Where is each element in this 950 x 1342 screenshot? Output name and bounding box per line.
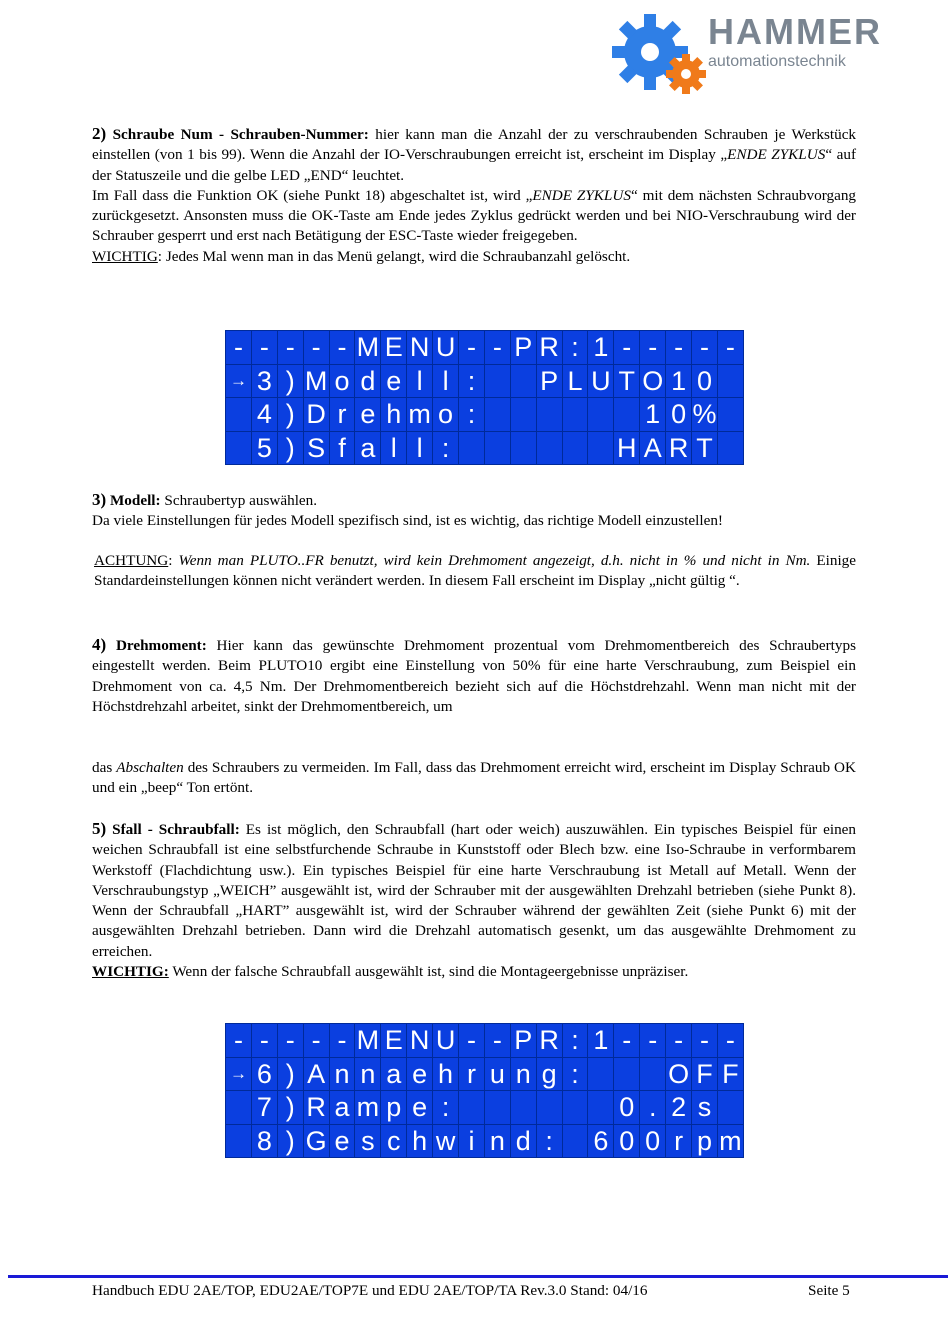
lcd-char-cell: m: [719, 1126, 742, 1157]
lcd-char-cell: [226, 1091, 252, 1125]
lcd-char-cell: -: [717, 331, 743, 365]
lcd-char-cell: h: [433, 1057, 459, 1091]
lcd-char-cell: 2: [666, 1091, 692, 1125]
section-title: Sfall - Schraubfall:: [112, 821, 240, 838]
lcd-char-cell: l: [407, 431, 433, 465]
lcd-char-cell: ): [277, 1091, 303, 1125]
lcd-char-cell: d: [355, 364, 381, 398]
lcd-char-cell: N: [407, 1024, 433, 1058]
lcd-char-cell: F: [692, 1057, 718, 1091]
lcd-char-cell: :: [562, 331, 588, 365]
lcd-char-cell: 1: [640, 398, 666, 432]
lcd-char-cell: w: [433, 1124, 459, 1158]
lcd-char-cell: [536, 398, 562, 432]
lcd-char-cell: 0: [692, 364, 718, 398]
lcd-char-cell: [562, 398, 588, 432]
important-text: Wenn der falsche Schraubfall ausgewählt ist, sind die Montageergebnisse unpräziser.: [168, 963, 689, 981]
lcd-char-cell: 6: [251, 1057, 277, 1091]
lcd-char-cell: -: [666, 331, 692, 365]
lcd-display-menu-1: [225, 330, 744, 465]
section-2: [92, 124, 856, 267]
lcd-char-cell: e: [329, 1124, 355, 1158]
lcd-char-cell: 6: [588, 1124, 614, 1158]
lcd-char-cell: -: [640, 331, 666, 365]
lcd-char-cell: :: [433, 431, 459, 465]
lcd-char-cell: n: [355, 1057, 381, 1091]
lcd-row: [226, 431, 744, 465]
lcd-char-cell: R: [536, 331, 562, 365]
lcd-char-cell: T: [692, 431, 718, 465]
section-text: Schraubertyp auswählen.: [164, 492, 318, 509]
lcd-char-cell: T: [614, 364, 640, 398]
lcd-char-cell: -: [692, 1024, 718, 1058]
section-title: Modell:: [109, 492, 161, 509]
lcd-char-cell: P: [510, 331, 536, 365]
section-title: Drehmoment:: [115, 637, 207, 654]
lcd-char-cell: U: [588, 364, 614, 398]
lcd-char-cell: S: [303, 431, 329, 465]
section-text: Es ist möglich, den Schraubfall (hart oder weich) auszuwählen. Ein typisches Beispiel für einen weichen Schraubfall ist eine selbstfurchende Schraube in Kunststoff oder Blech bzw. eine Iso-Schraube in verformbarem Werkstoff (Flachdichtung usw.). Ein typisches Beispiel für eine harte Verschraubung ist Metall auf Metall. Wenn der Verschraubungstyp „WEICH” ausgewählt ist, wird der Schrauber mit der ausgewählten Drehzahl betrieben (siehe Punkt 8). Wenn der Schraubfall „HART” ausgewählt ist, wird der Schrauber während der gewählten Zeit (siehe Punkt 6) mit der ausgewählten Drehzahl betrieben. Dann wird die Drehzahl automatisch gesenkt, um das ausgewählte Drehmoment zu erreichen.: [92, 821, 856, 960]
lcd-char-cell: n: [329, 1057, 355, 1091]
lcd-char-cell: [588, 398, 614, 432]
lcd-char-cell: 0: [640, 1124, 666, 1158]
section-text: hier kann man die Anzahl der zu verschraubenden Schrauben je Werkstück einstellen (von 1 bis 99). Wenn die Anzahl der IO-Verschraubungen erreicht ist, erscheint im Display „: [92, 126, 857, 164]
section-number: 4): [92, 635, 107, 654]
italic-term: Abschalten: [116, 759, 184, 776]
lcd-char-cell: D: [303, 398, 329, 432]
lcd-char-cell: [614, 398, 640, 432]
lcd-char-cell: m: [408, 399, 431, 430]
lcd-char-cell: 4: [251, 398, 277, 432]
lcd-char-cell: h: [407, 1124, 433, 1158]
section-4: [92, 635, 856, 717]
lcd-cursor-arrow-icon: →: [226, 1057, 252, 1091]
lcd-char-cell: 1: [588, 1024, 614, 1058]
lcd-char-cell: [510, 431, 536, 465]
lcd-char-cell: :: [562, 1024, 588, 1058]
important-label: WICHTIG:: [92, 963, 169, 981]
section-number: 2): [92, 124, 107, 143]
lcd-char-cell: [562, 1091, 588, 1125]
footer-manual-title: Handbuch EDU 2AE/TOP, EDU2AE/TOP7E und EDU 2AE/TOP/TA Rev.3.0 Stand: 04/16: [92, 1282, 648, 1299]
lcd-char-cell: r: [329, 398, 355, 432]
lcd-char-cell: [717, 1091, 743, 1125]
section-text: Da viele Einstellungen für jedes Modell spezifisch sind, ist es wichtig, das richtige Modell einzustellen!: [92, 512, 723, 530]
lcd-char-cell: [459, 1091, 485, 1125]
lcd-char-cell: [226, 1124, 252, 1158]
footer-page-number: Seite 5: [808, 1282, 850, 1299]
lcd-char-cell: a: [355, 431, 381, 465]
lcd-char-cell: :: [536, 1124, 562, 1158]
lcd-char-cell: H: [614, 431, 640, 465]
lcd-row: [226, 364, 744, 398]
lcd-char-cell: ): [277, 1057, 303, 1091]
lcd-char-cell: [510, 364, 536, 398]
lcd-char-cell: [459, 431, 485, 465]
lcd-char-cell: o: [329, 364, 355, 398]
lcd-char-cell: -: [277, 1024, 303, 1058]
lcd-char-cell: e: [407, 1091, 433, 1125]
lcd-char-cell: 0: [614, 1124, 640, 1158]
lcd-char-cell: m: [356, 1092, 380, 1123]
section-4-continued: [92, 758, 856, 799]
attention-label: ACHTUNG: [94, 551, 169, 569]
lcd-char-cell: [588, 1091, 614, 1125]
lcd-char-cell: e: [407, 1057, 433, 1091]
lcd-char-cell: -: [303, 1024, 329, 1058]
lcd-char-cell: [536, 1091, 562, 1125]
lcd-char-cell: P: [510, 1024, 536, 1058]
lcd-char-cell: R: [666, 431, 692, 465]
section-text: Im Fall dass die Funktion OK (siehe Punkt 18) abgeschaltet ist, wird „: [92, 186, 533, 204]
lcd-char-cell: -: [692, 331, 718, 365]
lcd-char-cell: [588, 431, 614, 465]
lcd-char-cell: e: [381, 364, 407, 398]
lcd-char-cell: d: [510, 1124, 536, 1158]
lcd-char-cell: O: [640, 364, 666, 398]
lcd-char-cell: -: [251, 331, 277, 365]
section-text: “ mit dem nächsten Schraubvorgang zurückgesetzt. Ansonsten muss die OK-Taste am Ende jedes Zyklus gedrückt werden und bei NIO-Verschraubung wird der Schrauber gesperrt und erst nach Betätigung der ESC-Taste wieder freigegeben.: [92, 186, 857, 245]
lcd-char-cell: [588, 1057, 614, 1091]
hammer-logo: [612, 8, 912, 100]
lcd-row: [226, 331, 744, 365]
lcd-display-menu-2: [225, 1023, 744, 1158]
attention-italic: Wenn man PLUTO..FR benutzt, wird kein Drehmoment angezeigt, d.h. nicht in % und nicht in Nm.: [178, 551, 811, 569]
lcd-char-cell: A: [640, 431, 666, 465]
lcd-char-cell: l: [433, 364, 459, 398]
lcd-char-cell: -: [329, 331, 355, 365]
lcd-char-cell: N: [407, 331, 433, 365]
footer-divider: [8, 1275, 948, 1278]
brand-wordmark: HAMMER: [708, 11, 882, 52]
lcd-char-cell: -: [251, 1024, 277, 1058]
lcd-char-cell: r: [459, 1057, 485, 1091]
important-text: : Jedes Mal wenn man in das Menü gelangt, wird die Schraubanzahl gelöscht.: [157, 247, 631, 265]
lcd-char-cell: -: [329, 1024, 355, 1058]
lcd-char-cell: [484, 431, 510, 465]
lcd-char-cell: -: [277, 331, 303, 365]
attention-text: Einige Standardeinstellungen können nicht verändert werden. In diesem Fall erscheint im Display „nicht gültig “.: [94, 551, 856, 589]
lcd-char-cell: ): [277, 1124, 303, 1158]
lcd-char-cell: n: [484, 1124, 510, 1158]
lcd-char-cell: s: [355, 1124, 381, 1158]
lcd-char-cell: h: [381, 398, 407, 432]
lcd-char-cell: :: [433, 1091, 459, 1125]
lcd-char-cell: 1: [588, 331, 614, 365]
italic-term: ENDE ZYKLUS: [532, 186, 631, 204]
lcd-char-cell: a: [381, 1057, 407, 1091]
lcd-char-cell: -: [226, 331, 252, 365]
lcd-char-cell: :: [459, 398, 485, 432]
lcd-char-cell: -: [640, 1024, 666, 1058]
lcd-char-cell: L: [562, 364, 588, 398]
section-title: Schraube Num - Schrauben-Nummer:: [112, 126, 369, 143]
lcd-char-cell: E: [381, 331, 407, 365]
lcd-char-cell: U: [433, 1024, 459, 1058]
important-label: WICHTIG: [92, 247, 158, 265]
lcd-char-cell: 1: [666, 364, 692, 398]
section-text: Hier kann das gewünschte Drehmoment prozentual vom Drehmomentbereich des Schraubertyps eingestellt werden. Beim PLUTO10 ergibt eine Einstellung von 50% für eine harte Verschraubung, zum Beispiel ein Drehmoment von ca. 4,5 Nm. Der Drehmomentbereich bezieht sich auf die Höchstdrehzahl. Wenn man nicht mit der Höchstdrehzahl arbeitet, sinkt der Drehmomentbereich, um: [92, 637, 857, 715]
lcd-char-cell: [562, 1124, 588, 1158]
section-number: 5): [92, 819, 107, 838]
lcd-row: [226, 1057, 744, 1091]
brand-tagline: automationstechnik: [708, 53, 846, 70]
lcd-char-cell: c: [381, 1124, 407, 1158]
orange-gear-icon: [666, 54, 706, 94]
lcd-char-cell: G: [303, 1124, 329, 1158]
lcd-row: [226, 1091, 744, 1125]
lcd-char-cell: -: [717, 1024, 743, 1058]
lcd-char-cell: i: [459, 1124, 485, 1158]
lcd-row: [226, 1124, 744, 1158]
lcd-char-cell: 7: [251, 1091, 277, 1125]
lcd-char-cell: [484, 398, 510, 432]
lcd-char-cell: -: [459, 1024, 485, 1058]
lcd-char-cell: ): [277, 431, 303, 465]
lcd-row: [226, 398, 744, 432]
lcd-char-cell: M: [304, 365, 328, 396]
lcd-char-cell: [484, 1091, 510, 1125]
lcd-char-cell: M: [356, 332, 380, 363]
lcd-char-cell: u: [484, 1057, 510, 1091]
lcd-char-cell: E: [381, 1024, 407, 1058]
lcd-char-cell: [536, 431, 562, 465]
italic-term: ENDE ZYKLUS: [727, 146, 826, 164]
lcd-char-cell: [510, 398, 536, 432]
lcd-char-cell: 3: [251, 364, 277, 398]
lcd-char-cell: -: [303, 331, 329, 365]
lcd-char-cell: -: [484, 331, 510, 365]
section-5: [92, 819, 856, 982]
lcd-char-cell: f: [329, 431, 355, 465]
lcd-char-cell: [562, 431, 588, 465]
lcd-char-cell: -: [614, 1024, 640, 1058]
lcd-char-cell: :: [459, 364, 485, 398]
lcd-char-cell: s: [692, 1091, 718, 1125]
lcd-char-cell: [717, 398, 743, 432]
lcd-char-cell: 0: [614, 1091, 640, 1125]
lcd-char-cell: R: [303, 1091, 329, 1125]
lcd-row: [226, 1024, 744, 1058]
section-text: das: [92, 759, 117, 776]
section-text: “ auf der Statuszeile und die gelbe LED „END“ leuchtet.: [92, 146, 857, 184]
lcd-char-cell: o: [433, 398, 459, 432]
lcd-char-cell: l: [381, 431, 407, 465]
lcd-char-cell: l: [407, 364, 433, 398]
lcd-char-cell: F: [717, 1057, 743, 1091]
lcd-char-cell: p: [381, 1091, 407, 1125]
lcd-char-cell: %: [692, 399, 717, 430]
lcd-char-cell: r: [666, 1124, 692, 1158]
lcd-char-cell: e: [355, 398, 381, 432]
lcd-char-cell: R: [536, 1024, 562, 1058]
lcd-char-cell: -: [459, 331, 485, 365]
lcd-char-cell: [226, 398, 252, 432]
lcd-char-cell: -: [226, 1024, 252, 1058]
lcd-char-cell: [510, 1091, 536, 1125]
lcd-char-cell: p: [692, 1124, 718, 1158]
lcd-char-cell: [614, 1057, 640, 1091]
lcd-char-cell: [717, 364, 743, 398]
lcd-char-cell: 5: [251, 431, 277, 465]
lcd-char-cell: 0: [666, 398, 692, 432]
lcd-char-cell: -: [666, 1024, 692, 1058]
lcd-char-cell: -: [484, 1024, 510, 1058]
section-number: 3): [92, 490, 107, 509]
section-text: des Schraubers zu vermeiden. Im Fall, dass das Drehmoment erreicht wird, erscheint im Display Schraub OK und ein „beep“ Ton ertönt.: [92, 759, 856, 797]
lcd-char-cell: O: [666, 1057, 692, 1091]
lcd-char-cell: M: [356, 1025, 380, 1056]
lcd-char-cell: [226, 431, 252, 465]
lcd-char-cell: U: [433, 331, 459, 365]
lcd-char-cell: .: [640, 1091, 666, 1125]
lcd-char-cell: n: [510, 1057, 536, 1091]
lcd-char-cell: ): [277, 364, 303, 398]
lcd-char-cell: P: [536, 364, 562, 398]
lcd-char-cell: :: [562, 1057, 588, 1091]
lcd-char-cell: -: [614, 331, 640, 365]
lcd-char-cell: [640, 1057, 666, 1091]
lcd-char-cell: g: [536, 1057, 562, 1091]
lcd-char-cell: [484, 364, 510, 398]
lcd-char-cell: A: [303, 1057, 329, 1091]
lcd-char-cell: a: [329, 1091, 355, 1125]
lcd-cursor-arrow-icon: →: [226, 364, 252, 398]
section-3: 3) Modell: Schraubertyp auswählen. Da viele Einstellungen für jedes Modell spezifisch sind, ist es wichtig, das richtige Modell einzustellen! ACHTUNG: Wenn man PLUTO..FR benutzt, wird kein Drehmoment angezeigt, d.h. nicht in % und nicht in Nm. Einige Standardeinstellungen können nicht verändert werden. In diesem Fall erscheint im Display „nicht gültig “.: [92, 490, 856, 589]
lcd-char-cell: 8: [251, 1124, 277, 1158]
lcd-char-cell: ): [277, 398, 303, 432]
lcd-char-cell: [717, 431, 743, 465]
